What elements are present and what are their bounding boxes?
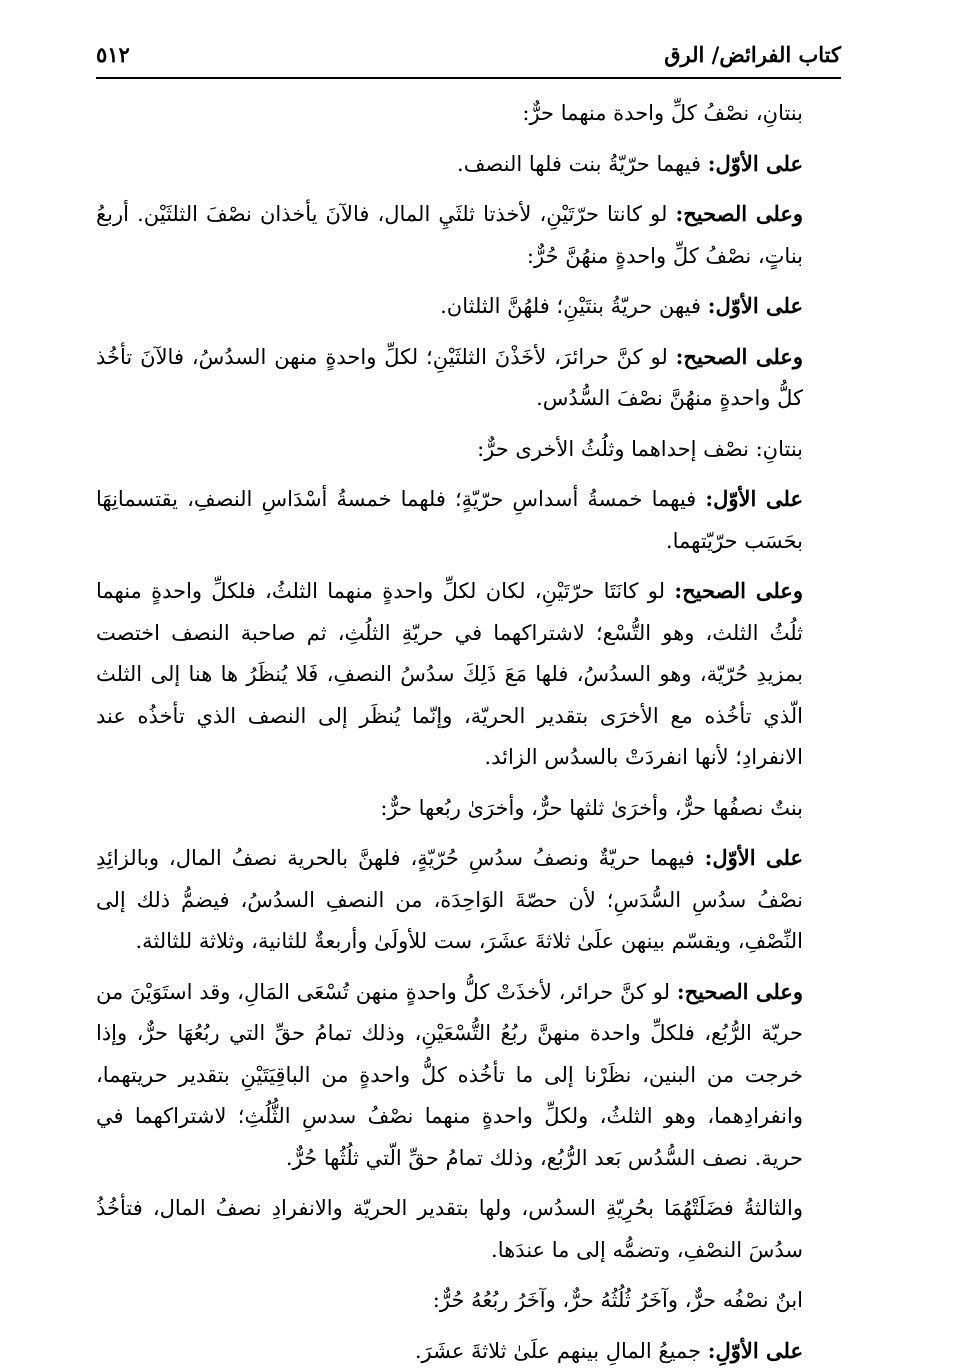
page-number: ٥١٢	[96, 42, 130, 67]
paragraph-text: لو كنَّ حرائر، لأخذَتْ كلُّ واحدةٍ منهن تُسْعَى المَالِ، وقد استَوَيْنَ من حريّة الرُّبُع، فلكلِّ واحدة منهنَّ ربُعُ التُّسْعَيْنِ، وذلك تمامُ حقِّ التي ربُعُهَا حرٌّ، وإذا خرجت من البنين، نظَرْنا إلى ما تأخُذه كلُّ واحدةٍ من الباقِيَتَيْنِ بتقدير حريتهما، وانفرادِهما، وهو الثلثُ، ولكلِّ واحدةٍ منهما نصْفُ سدسِ الثُّلُثِ؛ لاشتراكهما في حرية. نصف السُّدُس بَعد الرُّبُع، وذلك تمامُ حقِّ الّتي ثلُثُها حُرٌّ.	[96, 980, 803, 1170]
paragraph	[96, 1330, 841, 1372]
paragraph-text: جميعُ المالِ بينهم علَىٰ ثلاثةَ عشَرَ.	[415, 1339, 708, 1363]
paragraph-label: وعلى الصحيح:	[676, 344, 803, 369]
paragraph	[96, 1187, 841, 1271]
paragraph-text: والثالثةُ فضَلَتْهُمَا بحُرِيّةِ السدُس، ولها بتقدير الحريّة والانفرادِ نصفُ المال، فتأخُذُ سدُسَ النصْفِ، وتضمُّه إلى ما عندَها.	[96, 1196, 803, 1262]
paragraph-text: ابنٌ نصْفُه حرٌّ، وآخَرُ ثُلُثُهُ حرٌّ، وآخَرُ ربُعُهُ حُرٌّ:	[433, 1288, 803, 1312]
page-body	[96, 92, 841, 1332]
paragraph-text: فيهما حريّةٌ ونصفُ سدُسِ حُرّيّةٍ، فلهنَّ بالحرية نصفُ المال، وبالزائِدِ نصْفُ سدُسِ السُّدَسِ؛ لأن حصّةَ الوَاحِدَة، من النصفِ السدُسُ، فيضمُّ ذلك إلى النِّصْفِ، ويقسّم بينهن علَىٰ ثلاثةَ عشَرَ، ست للأولَىٰ وأربعةٌ للثانية، وثلاثة للثالثة.	[96, 846, 803, 953]
paragraph	[96, 971, 841, 1180]
paragraph-text: لو كانَتَا حرّتَيْنِ، لكان لكلِّ واحدةٍ منهما الثلثُ، فلكلِّ واحدةٍ منهما ثلُثُ الثلث، وهو التُّسْع؛ لاشتراكهما في حريّةِ الثلُثِ، ثم صاحبة النصف اختصت بمزيدِ حُرّيّة، وهو السدُسُ، فلها مَعَ ذَلِكَ سدُسُ النصفِ، فَلا يُنظَرُ ها هنا إلى الثلث الّذي تأخُذه مع الأخرَى بتقدير الحريّة، وإنّما يُنظَر إلى النصف الذي تأخذُه عند الانفرادِ؛ لأنها انفردَتْ بالسدُس الزائد.	[96, 579, 803, 769]
running-title: كتاب الفرائض/ الرق	[664, 42, 841, 67]
paragraph-label: على الأوّل:	[708, 151, 803, 176]
paragraph-text: لو كنَّ حرائرَ، لأخَذْنَ الثلثَيْنِ؛ لكلِّ واحدةٍ منهن السدُسُ، فالآنَ تأخُذ كلُّ واحدةٍ منهُنَّ نصْفَ السُّدُس.	[96, 345, 803, 411]
paragraph-text: بنتانِ: نصْف إحداهما وثلُثُ الأخرى حرٌّ:	[477, 437, 803, 461]
paragraph	[96, 478, 841, 562]
paragraph-label: على الأوّل:	[705, 845, 803, 870]
paragraph-label: على الأوّل:	[705, 486, 803, 511]
paragraph-text: بنتٌ نصفُها حرٌّ، وأخرَىٰ ثلثها حرٌّ، وأخرَىٰ ربُعها حرٌّ:	[380, 796, 803, 820]
paragraph-label: وعلى الصحيح:	[675, 201, 803, 226]
paragraph	[96, 428, 841, 471]
paragraph-text: فيهما خمسةُ أسداسِ حرّيّةٍ؛ فلهما خمسةُ أسْدَاسِ النصفِ، يقتسمانِهَا بحَسَب حرّيّتهما.	[96, 487, 803, 553]
paragraph-text: فيهن حريّةُ بنتَيْنِ؛ فلهُنَّ الثلثان.	[440, 294, 708, 318]
paragraph	[96, 336, 841, 420]
paragraph	[96, 143, 841, 186]
page-header	[96, 34, 841, 74]
paragraph-text: بنتانِ، نصْفُ كلِّ واحدة منهما حرٌّ:	[522, 101, 803, 125]
paragraph	[96, 787, 841, 830]
paragraph	[96, 285, 841, 328]
paragraph-label: وعلى الصحيح:	[674, 578, 803, 603]
paragraph-label: وعلى الصحيح:	[677, 979, 803, 1004]
paragraph	[96, 570, 841, 779]
paragraph-label: على الأوّل:	[708, 293, 803, 318]
paragraph	[96, 193, 841, 277]
header-rule	[96, 77, 841, 79]
paragraph-text: فيهما حرّيّةُ بنت فلها النصف.	[457, 152, 708, 176]
paragraph	[96, 92, 841, 135]
paragraph-label: على الأوّلِ:	[708, 1338, 803, 1363]
paragraph	[96, 837, 841, 963]
paragraph-text: لو كانتا حرّتَيْنِ، لأخذتا ثلثَيِ المال، فالآنَ يأخذان نصْفَ الثلثَيْن. أربعُ بناتٍ، نصْفُ كلِّ واحدةٍ منهُنَّ حُرٌّ:	[96, 202, 803, 268]
paragraph	[96, 1279, 841, 1322]
